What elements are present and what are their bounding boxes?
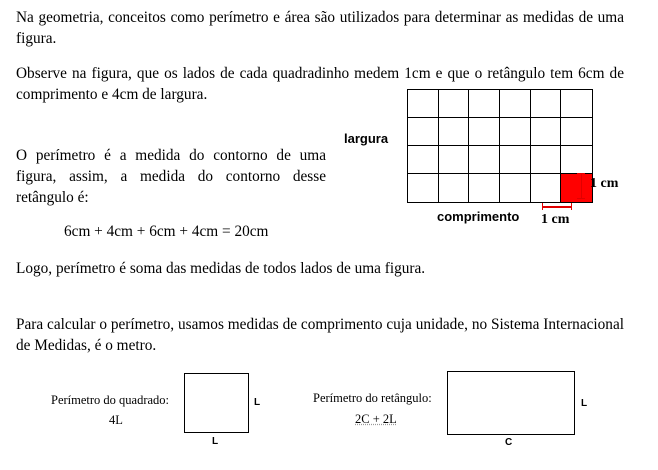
grid-cell <box>500 174 531 202</box>
grid-cell <box>531 118 562 146</box>
square-perimeter-formula: 4L <box>109 413 123 427</box>
rectangle-side-label: L <box>581 398 588 409</box>
observe-paragraph: Observe na figura, que os lados de cada quadradinho medem 1cm e que o retângulo tem 6cm de comprimento e 4cm de largura. <box>16 65 624 103</box>
grid-cell <box>469 118 500 146</box>
definition-paragraph: O perímetro é a medida do contorno de uma figura, assim, a medida do contorno desse retângulo é: <box>16 147 326 206</box>
grid-cell <box>561 118 592 146</box>
grid-cell <box>531 90 562 118</box>
grid-cell <box>439 90 470 118</box>
rectangle-perimeter-title: Perímetro do retângulo: <box>313 391 432 405</box>
cell-width-bracket <box>542 206 572 208</box>
perimeter-equation: 6cm + 4cm + 6cm + 4cm = 20cm <box>64 223 269 240</box>
grid-cell <box>500 146 531 174</box>
grid-cell <box>439 146 470 174</box>
grid-cell <box>439 174 470 202</box>
grid-cell <box>469 90 500 118</box>
square-bottom-label: L <box>212 436 219 447</box>
rectangle-perimeter-formula: 2C + 2L <box>355 412 397 426</box>
square-shape <box>184 373 249 433</box>
rectangle-bottom-label: C <box>505 437 513 448</box>
grid-cell <box>408 90 439 118</box>
rectangle-shape <box>447 371 575 435</box>
cell-height-bracket <box>581 173 587 199</box>
grid-cell <box>408 174 439 202</box>
grid-cell <box>469 174 500 202</box>
conclusion-paragraph: Logo, perímetro é soma das medidas de todos lados de uma figura. <box>16 260 426 277</box>
width-label: largura <box>344 131 389 146</box>
square-side-label: L <box>254 397 261 408</box>
unit-paragraph: Para calcular o perímetro, usamos medidas de comprimento cuja unidade, no Sistema Internacional de Medidas, é o metro. <box>16 316 624 354</box>
grid-cell <box>408 118 439 146</box>
grid-cell <box>531 174 562 202</box>
cell-width-label: 1 cm <box>541 212 570 227</box>
rectangle-grid-figure <box>407 89 593 203</box>
intro-paragraph: Na geometria, conceitos como perímetro e área são utilizados para determinar as medidas de uma figura. <box>16 9 624 47</box>
cell-height-label: 1 cm <box>590 176 619 191</box>
grid-cell <box>561 146 592 174</box>
grid-cell <box>500 118 531 146</box>
grid-cell <box>531 146 562 174</box>
grid-cell <box>500 90 531 118</box>
grid-cell <box>408 146 439 174</box>
length-label: comprimento <box>437 209 520 224</box>
grid-cell <box>561 90 592 118</box>
grid-cell <box>469 146 500 174</box>
square-perimeter-title: Perímetro do quadrado: <box>51 393 170 407</box>
grid-cell <box>439 118 470 146</box>
